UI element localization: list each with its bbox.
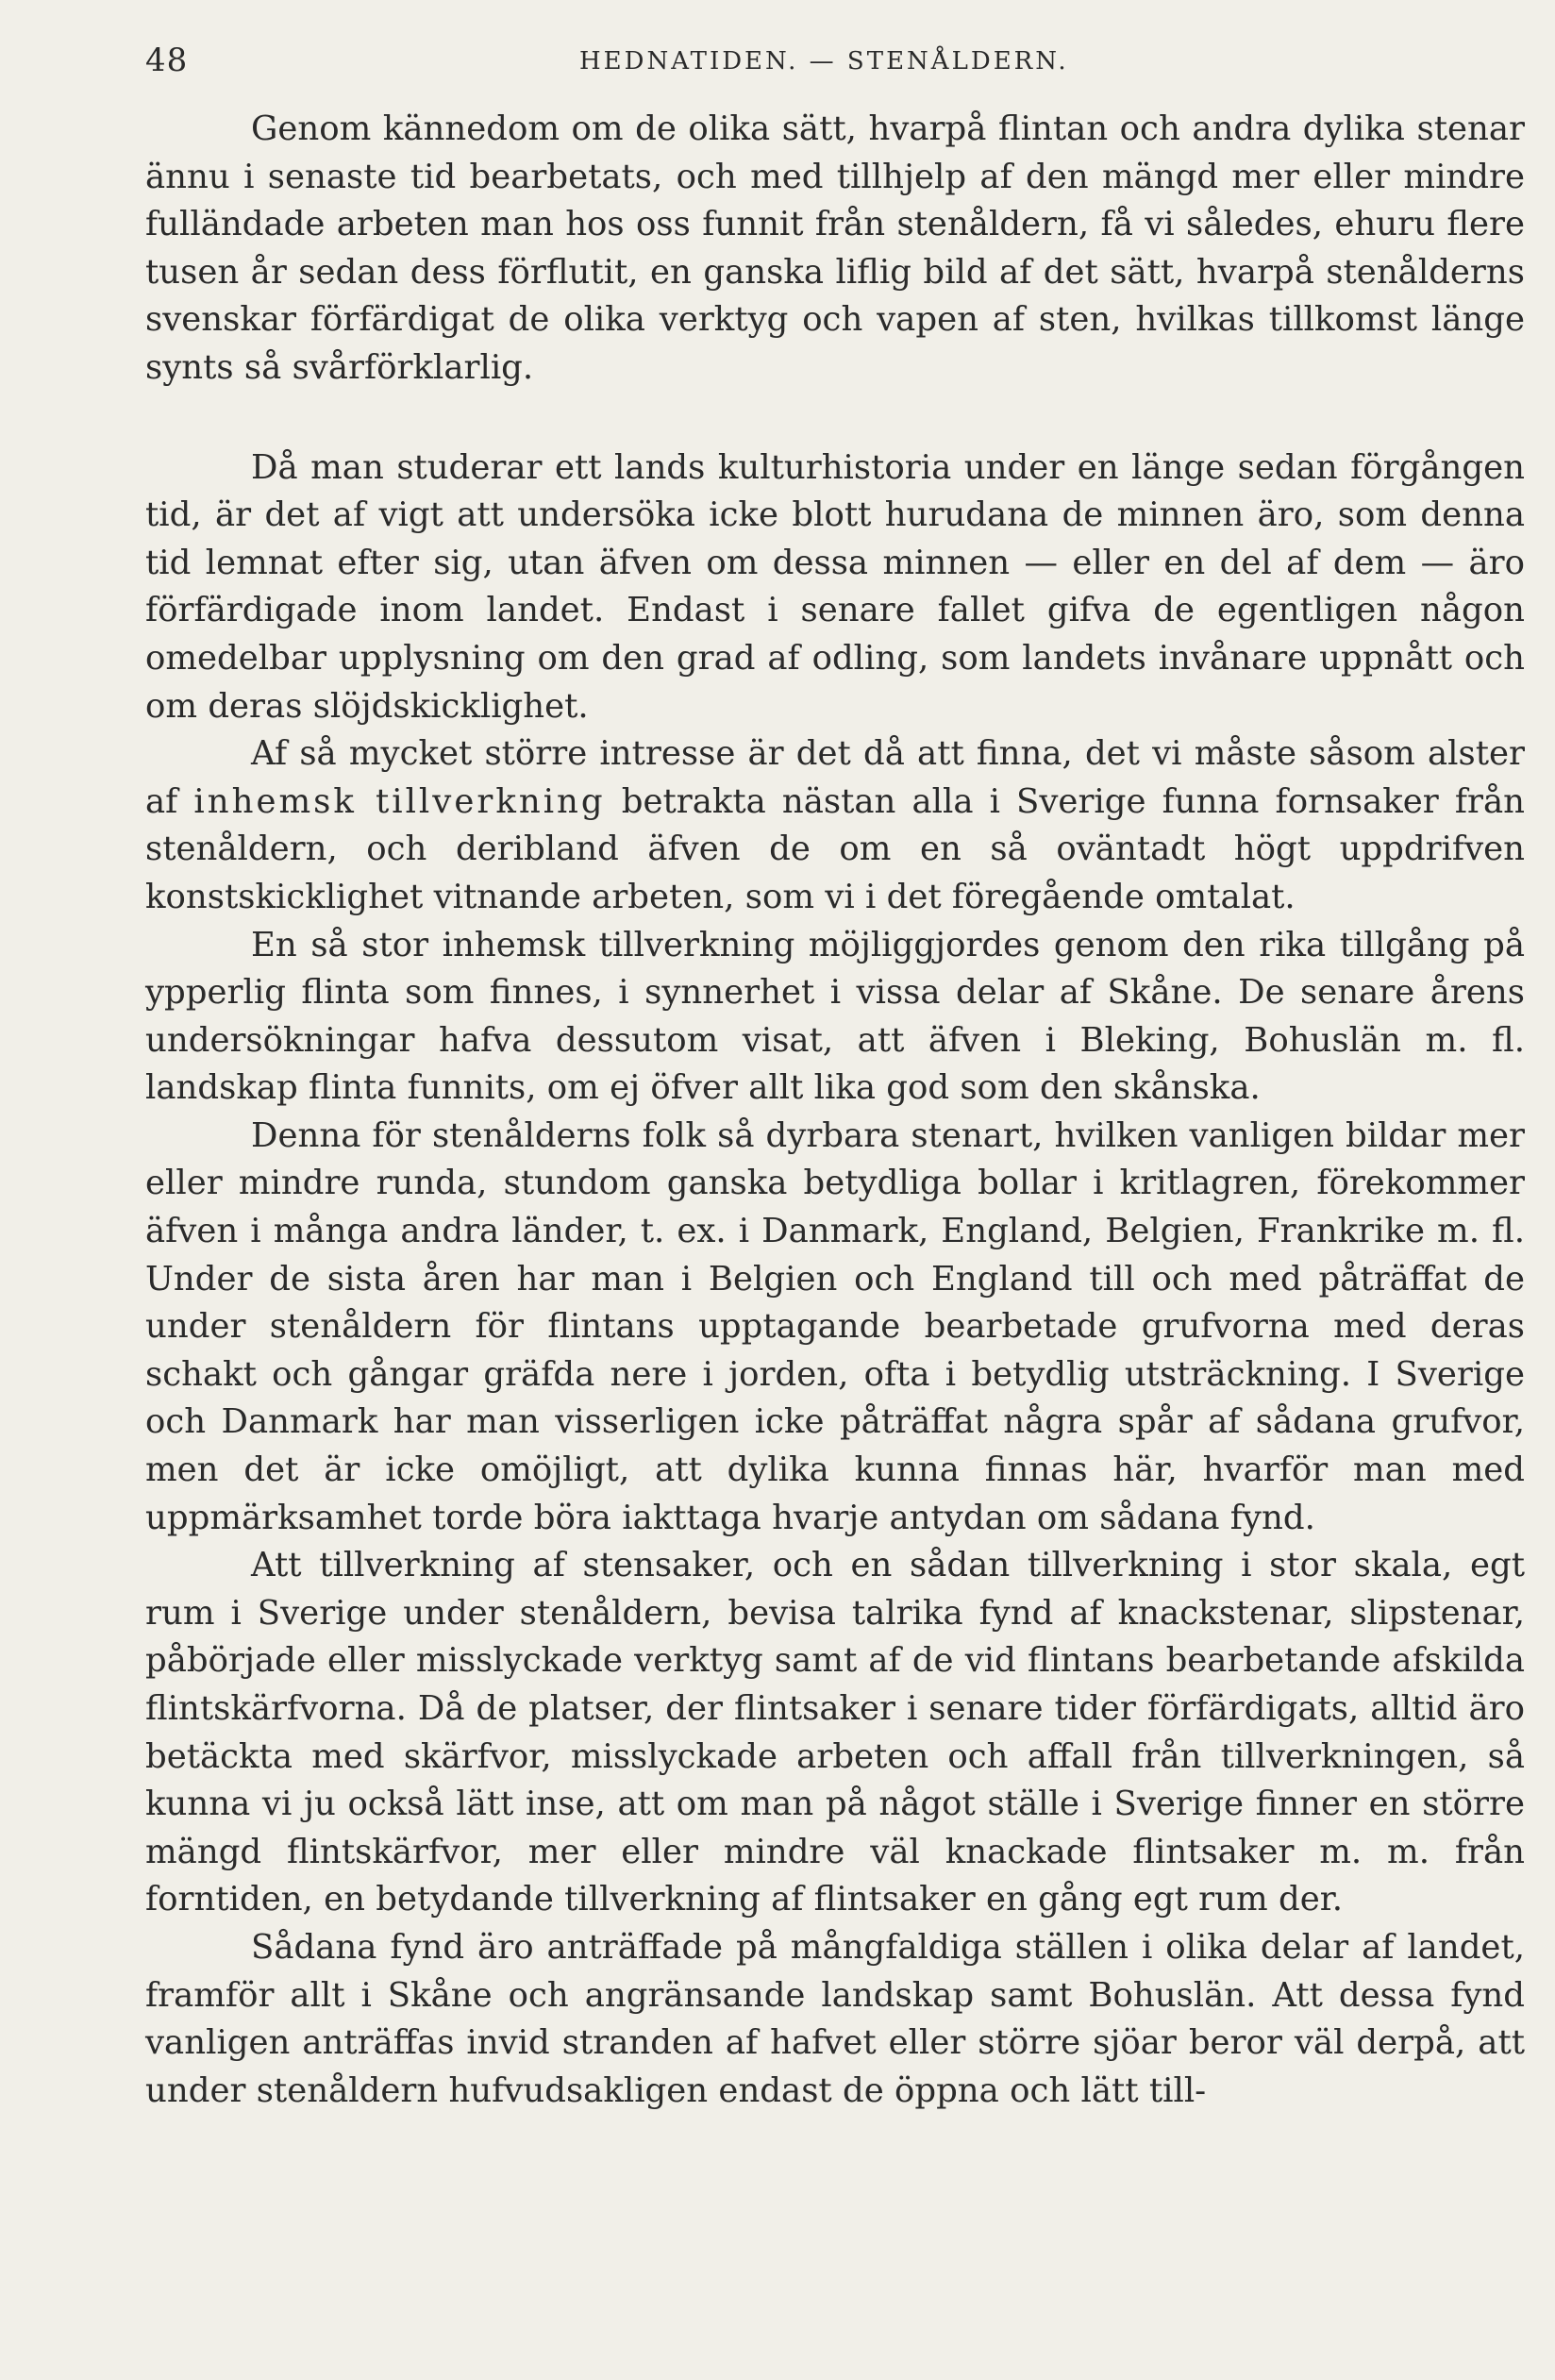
paragraph-gap <box>145 393 1525 444</box>
paragraph-7: Sådana fynd äro anträffade på mångfaldiga ställen i olika delar af landet, framför allt i Skåne och angränsande landskap samt Bohuslän. Att dessa fynd vanligen anträffas invid stranden af hafvet eller större sjöar beror väl derpå, att under stenåldern hufvudsakligen endast de öppna och lätt till- <box>145 1927 1525 2110</box>
page-number: 48 <box>145 42 189 79</box>
paragraph-2: Då man studerar ett lands kulturhistoria under en länge sedan förgången tid, är det af vigt att undersöka icke blott hurudana de minnen äro, som denna tid lemnat efter sig, utan äfven om dessa minnen — eller en del af dem — äro förfärdigade inom landet. Endast i senare fallet gifva de egentligen någon omedelbar upplysning om den grad af odling, som landets invånare uppnått och om deras slöjdskicklighet. <box>145 447 1525 726</box>
page-header <box>145 42 1532 79</box>
paragraph-5: Denna för stenålderns folk så dyrbara stenart, hvilken vanligen bildar mer eller mindre runda, stundom ganska betydliga bollar i kritlagren, förekommer äfven i många andra länder, t. ex. i Danmark, England, Belgien, Frankrike m. fl. Under de sista åren har man i Belgien och England till och med påträffat de under stenåldern för flintans upptagande bearbetade grufvorna med deras schakt och gångar gräfda nere i jorden, ofta i betydlig utsträckning. I Sverige och Danmark har man visserligen icke påträffat några spår af sådana grufvor, men det är icke omöjligt, att dylika kunna finnas här, hvarför man med uppmärksamhet torde böra iakttaga hvarje antydan om sådana fynd. <box>145 1115 1525 1537</box>
body-text <box>145 106 1525 2115</box>
emphasized-phrase: inhemsk tillverkning <box>193 781 606 821</box>
paragraph-3-start: Af så mycket större intresse är det då att finna, det vi måste såsom alster af <box>145 734 1525 821</box>
paragraph-1: Genom kännedom om de olika sätt, hvarpå flintan och andra dylika stenar ännu i senaste tid bearbetats, och med tillhjelp af den mängd mer eller mindre fulländade arbeten man hos oss funnit från stenåldern, få vi således, ehuru flere tusen år sedan dess förflutit, en ganska liflig bild af det sätt, hvarpå stenålderns svenskar förfärdigat de olika verktyg och vapen af sten, hvilkas tillkomst länge synts så svårförklarlig. <box>145 109 1525 387</box>
running-title: HEDNATIDEN. — STENÅLDERN. <box>579 47 1069 75</box>
paragraph-6: Att tillverkning af stensaker, och en sådan tillverkning i stor skala, egt rum i Sverige under stenåldern, bevisa talrika fynd af knackstenar, slipstenar, påbörjade eller misslyckade verktyg samt af de vid flintans bearbetande afskilda flintskärfvorna. Då de platser, der flintsaker i senare tider förfärdigats, alltid äro betäckta med skärfvor, misslyckade arbeten och affall från tillverkningen, så kunna vi ju också lätt inse, att om man på något ställe i Sverige finner en större mängd flintskärfvor, mer eller mindre väl knackade flintsaker m. m. från forntiden, en betydande tillverkning af flintsaker en gång egt rum der. <box>145 1546 1525 1919</box>
paragraph-4: En så stor inhemsk tillverkning möjliggjordes genom den rika tillgång på ypperlig flinta som finnes, i synnerhet i vissa delar af Skåne. De senare årens undersökningar hafva dessutom visat, att äfven i Bleking, Bohuslän m. fl. landskap flinta funnits, om ej öfver allt lika god som den skånska. <box>145 925 1525 1108</box>
paragraph-3 <box>145 730 1525 921</box>
paragraph-3-end: betrakta nästan alla i Sverige funna fornsaker från stenåldern, och deribland äfven de om en så oväntadt högt uppdrifven konstskicklighet vitnande arbeten, som vi i det föregående omtalat. <box>145 781 1525 916</box>
